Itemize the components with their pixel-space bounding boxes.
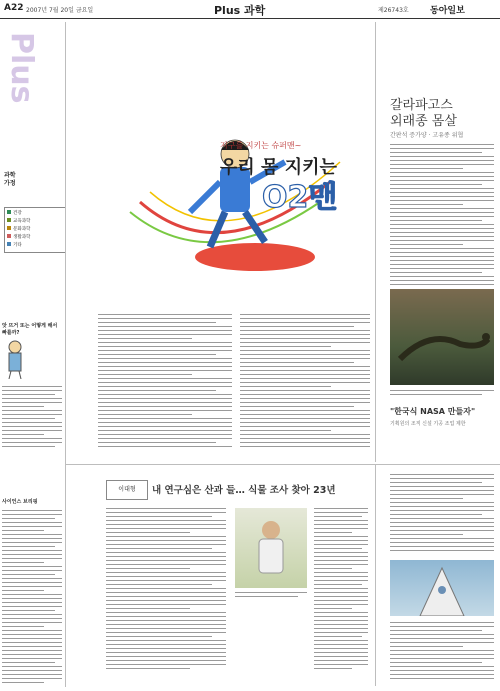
legend-swatch — [7, 218, 11, 222]
feature-logo-text: O2맨 — [262, 180, 338, 215]
iguana-photo — [390, 289, 494, 385]
researcher-photo — [235, 508, 307, 588]
legend-row: 생활과학 — [7, 234, 63, 242]
page-header — [0, 0, 500, 19]
qa-title: 앗 뜨거 또는 어떻게 해서 빠를까? — [2, 323, 58, 336]
feature-headline: 우리 몸 지키는 — [220, 157, 337, 178]
bottom-right-body-2 — [390, 622, 494, 682]
feature-body-col-2 — [240, 314, 370, 450]
plus-vertical-title: Plus — [4, 32, 39, 104]
section-label-family: 가정 — [4, 180, 16, 187]
paper-name: 동아일보 — [430, 6, 465, 16]
right-headline-1: 갈라파고스 — [390, 98, 453, 113]
bottom-body-col-2 — [314, 508, 368, 672]
science-briefing-label: 사이언스 브리핑 — [2, 499, 38, 505]
legend-swatch — [7, 234, 11, 238]
right-headline-2: 외래종 몸살 — [390, 114, 457, 129]
rocket-icon — [390, 560, 494, 616]
section-title: Plus 과학 — [214, 4, 266, 17]
legend-swatch — [7, 242, 11, 246]
divider — [66, 464, 500, 465]
divider — [375, 464, 376, 686]
cartoon-figure-icon — [2, 339, 28, 379]
section-label-science: 과학 — [4, 172, 16, 179]
bottom-right-story — [380, 468, 496, 686]
legend-row: 교육과학 — [7, 218, 63, 226]
qa-body-text — [2, 386, 62, 447]
legend-swatch — [7, 226, 11, 230]
right-bottom-headline: "한국식 NASA 만들자" — [390, 407, 476, 416]
divider — [375, 22, 376, 462]
issue-date: 2007년 7월 20일 금요일 — [26, 7, 94, 14]
feature-kicker: 지구를 지키는 슈퍼맨~ — [220, 141, 302, 150]
bottom-headline: 내 연구심은 산과 들… 식물 조사 찾아 23년 — [152, 485, 336, 496]
photo-caption — [390, 390, 494, 398]
bottom-story — [70, 468, 370, 686]
right-byline: 간판석 증가양 · 고유종 위협 — [390, 132, 464, 139]
left-sidebar — [2, 22, 62, 687]
section-label-list — [4, 172, 16, 188]
legend-box — [4, 207, 66, 253]
issue-number: 제26743호 — [378, 7, 409, 14]
rocket-photo — [390, 560, 494, 616]
right-bottom-subhead: 기획원의 조직 신설 기공 조업 제한 — [390, 421, 466, 427]
bottom-body-col-1 — [106, 508, 226, 672]
bottom-kicker-box: 이대형 — [106, 480, 148, 500]
qa-box — [2, 322, 62, 450]
lizard-icon — [390, 289, 494, 385]
feature-body-col-1 — [98, 314, 232, 450]
bottom-right-body-1 — [390, 474, 494, 554]
page-number: A22 — [4, 3, 24, 13]
divider — [65, 22, 66, 687]
legend-row: 건강 — [7, 210, 63, 218]
legend-row: 기타 — [7, 242, 63, 250]
briefing-body-text — [2, 510, 62, 686]
person-icon — [235, 508, 307, 588]
researcher-caption — [235, 592, 307, 600]
right-column-story — [380, 22, 496, 462]
legend-swatch — [7, 210, 11, 214]
right-body-text — [390, 144, 494, 288]
feature-area — [70, 22, 372, 462]
legend-row: 문화과학 — [7, 226, 63, 234]
